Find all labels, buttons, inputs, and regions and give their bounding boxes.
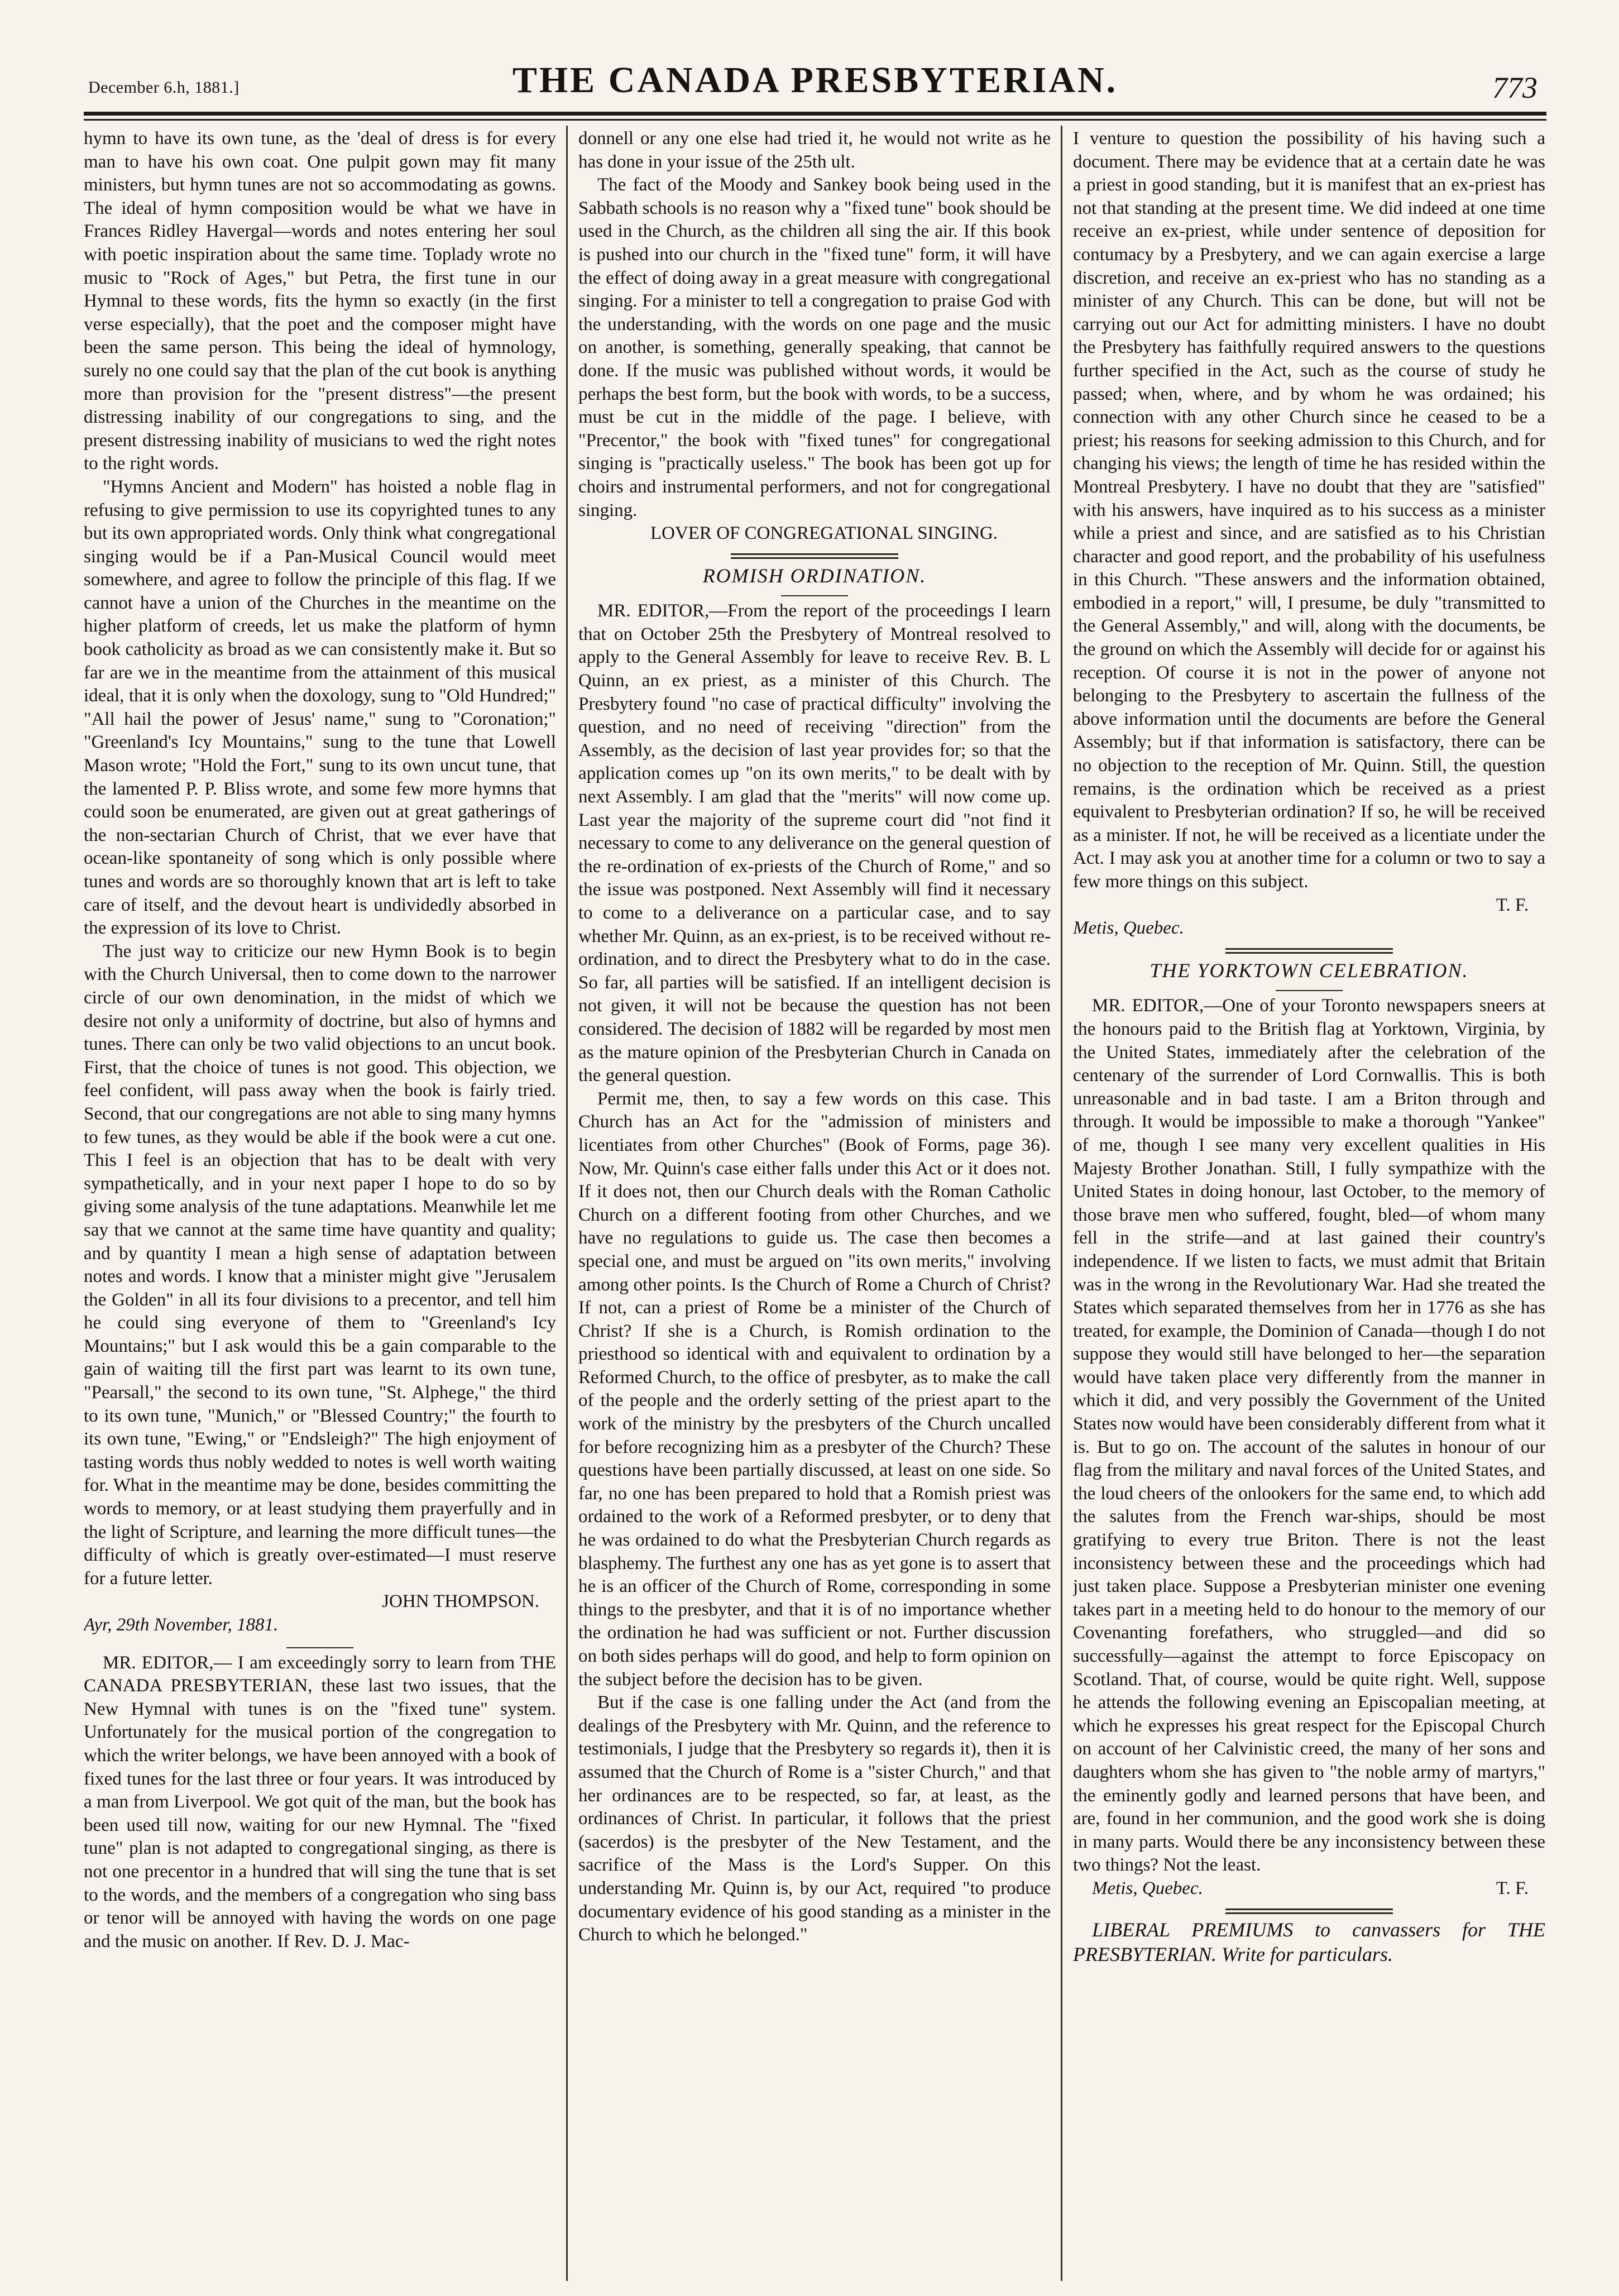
divider	[1225, 952, 1393, 954]
signature: LOVER OF CONGREGATIONAL SINGING.	[650, 523, 998, 544]
newspaper-title: THE CANADA PRESBYTERIAN.	[512, 60, 1118, 101]
signature-place: Metis, Quebec.	[1073, 918, 1184, 939]
column-2	[578, 127, 1051, 2271]
column-1	[84, 127, 556, 2271]
signature-place: Ayr, 29th November, 1881.	[84, 1615, 279, 1635]
signature-line	[1092, 1877, 1545, 1901]
signature-name: T. F.	[1496, 895, 1529, 915]
article-paragraph: The fact of the Moody and Sankey book being used in the Sabbath schools is no reason why a "fixed tune" book should be used in the Church, as the children all sing the air. If this book is pushed into our church in the "fixed tune" form, it will have the effect of doing away in a great measure with congregational singing. For a minister to tell a congregation to praise God with the understanding, with the words on one page and the music on another, is something, generally speaking, that cannot be done. If the music was published without words, it would be perhaps the best form, but the book with words, to be a success, must be cut in the middle of the page. I believe, with "Precentor," the book with "fixed tunes" for congregational singing is "practically useless." The book has been got up for choirs and instrumental performers, and not for congregational singing.	[578, 175, 1051, 520]
signature-line	[103, 1590, 556, 1614]
article-paragraph: The just way to criticize our new Hymn Book is to begin with the Church Universal, then to come down to the narrower circle of our own denomination, in the midst of which we desire not only a uniformity of doctrine, but also of hymns and tunes. There can only be two valid objections to an uncut book. First, that the choice of tunes is not good. This objection, we feel confident, will pass away when the book is fairly tried. Second, that our congregations are not able to sing many hymns to few tunes, as they would be able if the book were a cut one. This I feel is an objection that has to be dealt with very sympathetically, and in your next paper I hope to do so by giving some analysis of the tune adaptations. Meanwhile let me say that we cannot at the same time have quantity and quality; and by quantity I mean a high sense of adaptation between notes and words. I know that a minister might give "Jerusalem the Golden" in all its four divisions to a precentor, and tell him he could sing everyone of them to "Greenland's Icy Mountains;" but I ask would this be a gain comparable to the gain of waiting till the first part was learnt to its own tune, "Pearsall," the second to its own tune, "St. Alphege," the third to its own tune, "Munich," or "Blessed Country;" the fourth to its own tune, "Ewing," or "Endsleigh?" The high enjoyment of tasting words thus nobly wedded to notes is well worth waiting for. What in the meantime may be done, besides committing the words to memory, or at least studying them prayerfully and in the light of Scripture, and learning the more difficult tunes—the difficulty of which is greatly over-estimated—I must reserve for a future letter.	[84, 941, 556, 1589]
column-separator	[566, 126, 568, 2281]
article-paragraph: I venture to question the possibility of his having such a document. There may be evidence that at a certain date he was a priest in good standing, but it is manifest that an ex-priest has not that standing at the present time. We did indeed at one time receive an ex-priest, while under sentence of deposition for contumacy by a Presbytery, and we can again exercise a large discretion, and receive an ex-priest who has no standing as a minister of any Church. This can be done, but will not be carrying out our Act for admitting ministers. I have no doubt the Presbytery has faithfully required answers to the questions further specified in the Act, such as the course of study he passed; when, where, and by whom he was ordained; his connection with any other Church since he ceased to be a priest; his reasons for seeking admission to this Church, and for changing his views; the length of time he has resided within the Montreal Presbytery. I have no doubt that they are "satisfied" with his answers, have inquired as to his success as a minister while a priest and since, and are satisfied as to his Christian character and good report, and the probability of his usefulness in this Church. "These answers and the information obtained, embodied in a report," will, I presume, be duly "transmitted to the General Assembly," and will, along with the documents, be the ground on which the Assembly will decide for or against his reception. Of course it is not in the power of anyone not belonging to the Presbytery to ascertain the fullness of the above information until the documents are before the General Assembly; but if that information is satisfactory, there can be no objection to the reception of Mr. Quinn. Still, the question remains, is the ordination which be received as a priest equivalent to Presbyterian ordination? If so, he will be received as a minister. If not, he will be received as a licentiate under the Act. I may ask you at another time for a column or two to say a few more things on this subject.	[1073, 128, 1545, 892]
salutation: MR. EDITOR,—	[103, 1652, 232, 1673]
premium-notice: LIBERAL PREMIUMS to canvassers for THE PRESBYTERIAN. Write for particulars.	[1073, 1918, 1545, 1965]
article-text: From the report of the proceedings I learn that on October 25th the Presbytery of Montreal resolved to apply to the General Assembly for leave to receive Rev. B. L Quinn, an ex priest, as a minister of this Church. The Presbytery found "no case of practical difficulty" involving the question, and no need of receiving "direction" from the Assembly, as the decision of last year provides for; so that the application comes up "on its own merits," to be dealt with by next Assembly. I am glad that the "merits" will now come up. Last year the majority of the supreme court did "not find it necessary to come to any deliverance on the general question of the re-ordination of ex-priests of the Church of Rome," and so the issue was postponed. Next Assembly will find it necessary to come to a deliverance on a particular case, and to say whether Mr. Quinn, as an ex-priest, is to be received without re-ordination, and to direct the Presbytery what to do in the case. So far, all parties will be satisfied. If an intelligent decision is not given, it will not be because the question has not been considered. The decision of 1882 will be regarded by most men as the mature opinion of the Presbyterian Church in Canada on the general question.	[578, 601, 1051, 1086]
salutation: MR. EDITOR,—	[1092, 996, 1223, 1016]
column-3	[1073, 127, 1545, 2271]
article-paragraph: donnell or any one else had tried it, he would not write as he has done in your issue of the 25th ult.	[578, 128, 1051, 172]
article-paragraph	[578, 600, 1051, 1087]
divider	[731, 553, 898, 555]
divider	[286, 1647, 353, 1648]
letter-paragraph	[84, 1652, 556, 1954]
masthead-rule-thin	[84, 119, 1546, 121]
article-paragraph: Permit me, then, to say a few words on this case. This Church has an Act for the "admission of ministers and licentiates from other Churches" (Book of Forms, page 36). Now, Mr. Quinn's case either falls under this Act or it does not. If it does not, then our Church deals with the Roman Catholic Church on a different footing from other Churches, and we have no regulations to guide us. The case then becomes a special one, and must be argued on "its own merits," involving among other points. Is the Church of Rome a Church of Christ? If not, can a priest of Rome be a minister of the Church of Christ? If she is a Church, is Romish ordination to the priesthood so identical with and equivalent to ordination by a Reformed Church, to the office of presbyter, as to make the call of the people and the orderly setting of the priest apart to the work of the ministry by the presbyters of the Church uncalled for before recognizing him as a presbyter of the Church? These questions have been partially discussed, at least on one side. So far, no one has been prepared to hold that a Romish priest was ordained to the work of a Reformed presbyter, or to deny that he was ordained to do what the Presbyterian Church regards as blasphemy. The furthest any one has as yet gone is to assert that he is an officer of the Church of Rome, corresponding in some things to the presbyter, and that it is of no importance whether the ordination he had was sufficient or not. Further discussion on both sides perhaps will do good, and help to form opinion on the subject before the decision has to be given.	[578, 1088, 1051, 1690]
divider	[781, 595, 848, 596]
article-paragraph: hymn to have its own tune, as the 'deal of dress is for every man to have his own coat. One pulpit gown may fit many ministers, but hymn tunes are not so accommodating as gowns. The ideal of hymn composition would be what we have in Frances Ridley Havergal—words and notes entering her soul with poetic inspiration about the same time. Toplady wrote no music to "Rock of Ages," but Petra, the first tune in our Hymnal to these words, fits the hymn so exactly (in the first verse especially), that the poet and the composer might have been the same person. This being the ideal of hymnology, surely no one could say that the plan of the cut book is anything more than provision for the "present distress"—the present distressing inability of our congregations to sing, and the present distressing inability of musicians to wed the right notes to the right words.	[84, 128, 556, 474]
article-text: One of your Toronto newspapers sneers at the honours paid to the British flag at Yorktown, Virginia, by the United States, immediately after the celebration of the centenary of the surrender of Lord Cornwallis. This is both unreasonable and in bad taste. I am a Briton through and through. It would be impossible to make a thorough "Yankee" of me, though I see many very excellent qualities in His Majesty Brother Jonathan. Still, I fully sympathize with the United States in doing honour, last October, to the memory of those brave men who suffered, fought, bled—of whom many fell in the strife—and at last gained their country's independence. If we listen to facts, we must admit that Britain was in the wrong in the Revolutionary War. Had she treated the States which separated themselves from her in 1776 as she has treated, for example, the Dominion of Canada—though I do not suppose they would still have belonged to her—the separation would have taken place very differently from the manner in which it did, and very possibly the Government of the United States now would have been considerably different from what it is. But to go on. The account of the salutes in honour of our flag from the military and naval forces of the United States, and the loud cheers of the onlookers for the same end, to which add the salutes from the French war-ships, should be most gratifying to every true Briton. There is not the least inconsistency between these and the proceedings which had just taken place. Suppose a Presbyterian minister one evening takes part in a meeting held to do honour to the memory of our Covenanting forefathers, who struggled—and did so successfully—against the attempt to force Episcopacy on Scotland. That, of course, would be quite right. Well, suppose he attends the following evening an Episcopalian meeting, at which he expresses his great respect for the Episcopal Church on account of her Calvinistic creed, the many of her sons and daughters whom she has given to "the noble army of martyrs," the eminently godly and learned persons that have been, and are, found in her communion, and the good work she is doing in many parts. Would there be any inconsistency between these two things? Not the least.	[1073, 996, 1545, 1876]
issue-date: December 6.h, 1881.]	[88, 78, 240, 97]
article-paragraph: But if the case is one falling under the Act (and from the dealings of the Presbytery with Mr. Quinn, and the reference to testimonials, I judge that the Presbytery so regards it), then it is assumed that the Church of Rome is a "sister Church," and that her ordinances are to be respected, so far, at least, as the ordinances of Christ. In particular, it follows that the priest (sacerdos) is the presbyter of the New Testament, and the sacrifice of the Mass is the Lord's Supper. On this understanding Mr. Quinn is, by our Act, required "to produce documentary evidence of his good standing as a minister in the Church to which he belonged."	[578, 1692, 1051, 1945]
masthead	[84, 57, 1546, 113]
divider	[1225, 1908, 1393, 1910]
divider	[1276, 990, 1343, 991]
salutation: MR. EDITOR,—	[597, 601, 728, 621]
divider	[1225, 948, 1393, 950]
page-number: 773	[1492, 71, 1537, 104]
masthead-rule-thick	[84, 112, 1546, 116]
column-separator	[1061, 126, 1062, 2281]
divider	[731, 557, 898, 559]
signature-place: Metis, Quebec.	[1092, 1878, 1203, 1898]
signature-name: T. F.	[1496, 1878, 1529, 1898]
article-paragraph	[1073, 994, 1545, 1877]
article-heading: ROMISH ORDINATION.	[702, 564, 927, 587]
article-heading: THE YORKTOWN CELEBRATION.	[1149, 959, 1469, 982]
signature-name: JOHN THOMPSON.	[382, 1591, 539, 1612]
divider	[1225, 1912, 1393, 1914]
signature-line	[1092, 894, 1545, 917]
letter-text: I am exceedingly sorry to learn from THE CANADA PRESBYTERIAN, these last two issues, that the New Hymnal with tunes is on the "fixed tune" system. Unfortunately for the musical portion of the congregation to which the writer belongs, we have been annoyed with a book of fixed tunes for the last three or four years. It was introduced by a man from Liverpool. We got quit of the man, but the book has been used till now, waiting for our new Hymnal. The "fixed tune" plan is not adapted to congregational singing, as there is not one precentor in a hundred that will sing the tune that is set to the words, and the members of a congregation who sing bass or tenor will be annoyed with having the words on one page and the music on another. If Rev. D. J. Mac-	[84, 1652, 556, 1951]
article-paragraph: "Hymns Ancient and Modern" has hoisted a noble flag in refusing to give permission to use its copyrighted tunes to any but its own appropriated words. Only think what congregational singing would be if a Pan-Musical Council would meet somewhere, and agree to follow the principle of this flag. If we cannot have a union of the Churches in the meantime on the higher platform of creeds, let us make the platform of hymn book catholicity as broad as we can consistently make it. But so far are we in the meantime from the attainment of this musical ideal, that it is only when the doxology, sung to "Old Hundred;" "All hail the power of Jesus' name," sung to "Coronation;" "Greenland's Icy Mountains," sung to the tune that Lowell Mason wrote; "Hold the Fort," sung to its own uncut tune, that the lamented P. P. Bliss wrote, and some few more hymns that could soon be enumerated, are given out at great gatherings of the non-sectarian Church of Christ, that we ever have that ocean-like spontaneity of song which is only possible where tunes and words are so thoroughly known that art is left to take care of itself, and the devout heart is undividedly absorbed in the expression of its love to Christ.	[84, 476, 556, 939]
